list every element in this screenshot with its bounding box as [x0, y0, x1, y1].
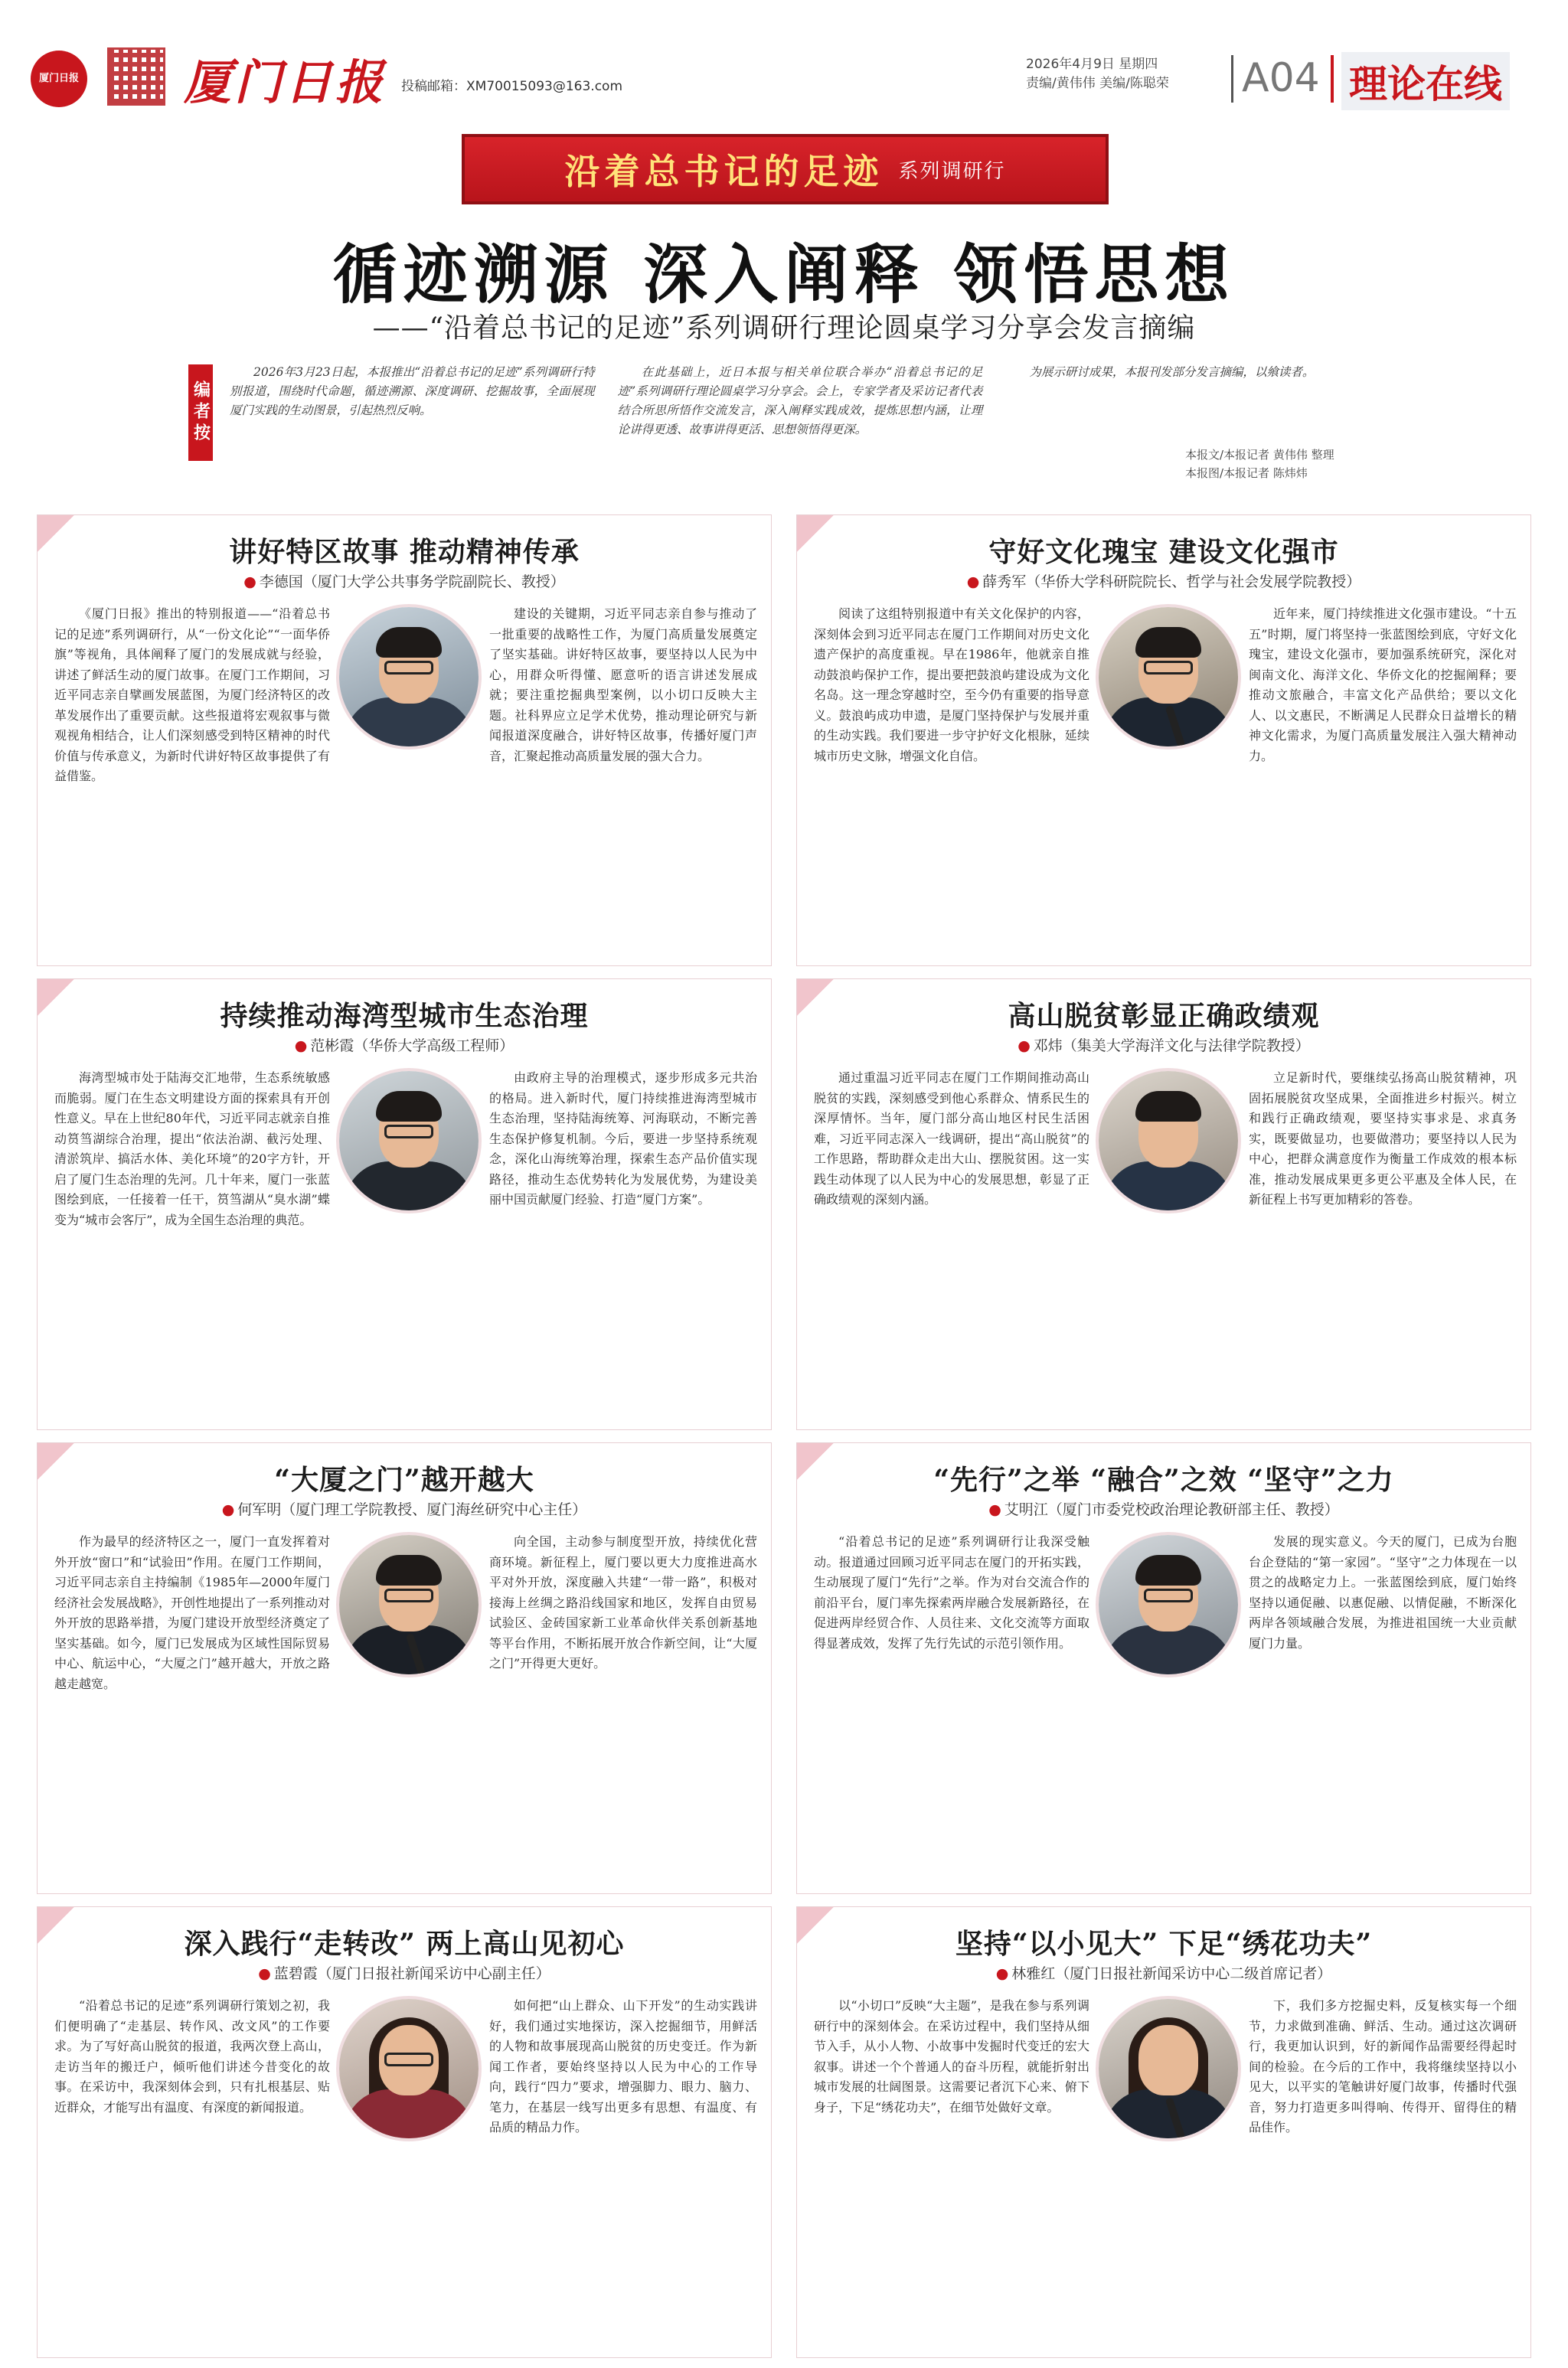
- article-title: 高山脱贫彰显正确政绩观: [1008, 1000, 1320, 1032]
- article-body-right: 立足新时代，要继续弘扬高山脱贫精神，巩固拓展脱贫攻坚成果，全面推进乡村振兴。树立和践行正确政绩观，要坚持实事求是、求真务实，既要做显功，也要做潜功；要坚持以人民为中心，把群众满意度作为衡量工作成效的根本标准，推动发展成果更多更公平惠及全体人民，在新征程上书写更加精彩的答卷。: [1249, 1070, 1517, 1207]
- author-portrait: [336, 604, 482, 750]
- divider: [1231, 55, 1233, 103]
- credit-line: 本报图/本报记者 陈炜炜: [1185, 466, 1308, 480]
- article-body-left: 海湾型城市处于陆海交汇地带，生态系统敏感而脆弱。厦门在生态文明建设方面的探索具有开创性意义。早在上世纪80年代，习近平同志就亲自推动筼筜湖综合治理，提出“依法治湖、截污处理、清淤筑岸、搞活水体、美化环境”的20字方针，开启了厦门生态治理的先河。几十年来，厦门一张蓝图绘到底，一任接着一任干，筼筜湖从“臭水湖”蝶变为“城市会客厅”，成为全国生态治理的典范。: [54, 1070, 330, 1227]
- editor-note-credits: [1185, 446, 1334, 482]
- article-title: 坚持“以小见大” 下足“绣花功夫”: [955, 1928, 1373, 1960]
- article-author: ● 何军明（厦门理工学院教授、厦门海丝研究中心主任）: [221, 1501, 587, 1518]
- article-card: [796, 1906, 1531, 2358]
- article-author: ● 艾明江（厦门市委党校政治理论教研部主任、教授）: [988, 1501, 1339, 1518]
- article-card: [796, 1442, 1531, 1894]
- author-portrait: [1096, 604, 1241, 750]
- article-title: 守好文化瑰宝 建设文化强市: [988, 536, 1339, 568]
- editor-note-tag: 编者按: [188, 364, 213, 461]
- article-body-left: “沿着总书记的足迹”系列调研行策划之初，我们便明确了“走基层、转作风、改文风”的工作要求。为了写好高山脱贫的报道，我两次登上高山，走访当年的搬迁户，倾听他们讲述今昔变化的故事。在采访中，我深刻体会到，只有扎根基层、贴近群众，才能写出有温度、有深度的新闻报道。: [54, 1998, 330, 2115]
- article-title: 深入践行“走转改” 两上高山见初心: [184, 1928, 625, 1960]
- article-body-left: 以“小切口”反映“大主题”，是我在参与系列调研行中的深刻体会。在采访过程中，我们坚持从细节入手，从小人物、小故事中发掘时代变迁的宏大叙事。讲述一个个普通人的奋斗历程，就能折射出城市发展的壮阔图景。这需要记者沉下心来、俯下身子，下足“绣花功夫”，在细节处做好文章。: [814, 1998, 1089, 2115]
- article-body-right: 发展的现实意义。今天的厦门，已成为台胞台企登陆的“第一家园”。“坚守”之力体现在一以贯之的战略定力上。一张蓝图绘到底，厦门始终坚持以通促融、以惠促融、以情促融，不断深化两岸各领域融合发展，为推进祖国统一大业贡献厦门力量。: [1249, 1534, 1517, 1651]
- article-card: [37, 978, 772, 1430]
- qr-code-icon: [107, 47, 165, 106]
- submission-email: 投稿邮箱：XM70015093@163.com: [401, 79, 622, 94]
- article-body-left: 《厦门日报》推出的特别报道——“沿着总书记的足迹”系列调研行，从“一份文化论”“一面华侨旗”等视角，具体阐释了厦门的发展成就与经验，讲述了鲜活生动的厦门故事。在厦门工作期间，习近平同志亲自擘画发展蓝图，为厦门经济特区的改革发展作出了重要贡献。这些报道将宏观叙事与微观视角相结合，让人们深刻感受到特区精神的时代价值与传承意义，为新时代讲好特区故事提供了有益借鉴。: [54, 606, 330, 784]
- article-title: 持续推动海湾型城市生态治理: [220, 1000, 589, 1032]
- masthead: [31, 38, 1531, 121]
- article-author: ● 范彬霞（华侨大学高级工程师）: [294, 1037, 514, 1054]
- author-portrait: [1096, 1532, 1241, 1677]
- article-title: “先行”之举 “融合”之效 “坚守”之力: [933, 1464, 1394, 1496]
- article-body-right: 如何把“山上群众、山下开发”的生动实践讲好，我们通过实地探访，深入挖掘细节，用鲜活的人物和故事展现高山脱贫的历史变迁。作为新闻工作者，要始终坚持以人民为中心的工作导向，践行“四力”要求，增强脚力、眼力、脑力、笔力，在基层一线写出更多有思想、有温度、有品质的精品力作。: [489, 1998, 757, 2135]
- author-portrait: [336, 1532, 482, 1677]
- article-card: [796, 978, 1531, 1430]
- paper-name: 厦门日报: [184, 54, 387, 110]
- article-author: ● 蓝碧霞（厦门日报社新闻采访中心副主任）: [258, 1965, 550, 1982]
- article-body-right: 下，我们多方挖掘史料，反复核实每一个细节，力求做到准确、鲜活、生动。通过这次调研行，我更加认识到，好的新闻作品需要经得起时间的检验。在今后的工作中，我将继续坚持以小见大，以平实的笔触讲好厦门故事，传播时代强音，努力打造更多叫得响、传得开、留得住的精品佳作。: [1249, 1998, 1517, 2135]
- article-author: ● 李德国（厦门大学公共事务学院副院长、教授）: [243, 573, 565, 590]
- author-portrait: [336, 1996, 482, 2141]
- article-author: ● 邓炜（集美大学海洋文化与法律学院教授）: [1018, 1037, 1310, 1054]
- article-card: [37, 514, 772, 966]
- newspaper-logo-badge: 厦门日报: [31, 51, 87, 107]
- series-title: 沿着总书记的足迹: [564, 151, 884, 192]
- article-body-left: “沿着总书记的足迹”系列调研行让我深受触动。报道通过回顾习近平同志在厦门的开拓实践，生动展现了厦门“先行”之举。作为对台交流合作的前沿平台，厦门率先探索两岸融合发展新路径，在促进两岸经贸合作、人员往来、文化交流等方面取得显著成效，发挥了先行先试的示范引领作用。: [814, 1534, 1089, 1651]
- page-number: A04: [1242, 55, 1320, 101]
- article-body-right: 由政府主导的治理模式，逐步形成多元共治的格局。进入新时代，厦门持续推进海湾型城市生态治理，坚持陆海统筹、河海联动，不断完善生态保护修复机制。今后，要进一步坚持系统观念，深化山海统筹治理，探索生态产品价值实现路径，推动生态优势转化为发展优势，为建设美丽中国贡献厦门经验、打造“厦门方案”。: [489, 1070, 757, 1207]
- article-body-left: 阅读了这组特别报道中有关文化保护的内容，深刻体会到习近平同志在厦门工作期间对历史文化遗产保护的高度重视。早在1986年，他就亲自推动鼓浪屿保护工作，提出要把鼓浪屿建设成为文化名岛。这一理念穿越时空，至今仍有重要的指导意义。鼓浪屿成功申遗，是厦门坚持保护与发展并重的生动实践。我们要进一步守护好文化根脉，延续城市历史文脉，增强文化自信。: [814, 606, 1089, 763]
- series-subtitle: 系列调研行: [898, 159, 1006, 183]
- section-divider: [1331, 55, 1334, 103]
- article-author: ● 林雅红（厦门日报社新闻采访中心二级首席记者）: [995, 1965, 1332, 1982]
- article-author: ● 薛秀军（华侨大学科研院院长、哲学与社会发展学院教授）: [966, 573, 1361, 590]
- editor-note-paragraph: 2026年3月23日起，本报推出“沿着总书记的足迹”系列调研行特别报道，围绕时代命题，循迹溯源、深度调研、挖掘故事，全面展现厦门实践的生动图景，引起热烈反响。: [230, 365, 595, 418]
- series-banner: [462, 134, 1109, 204]
- article-title: 讲好特区故事 推动精神传承: [229, 536, 580, 568]
- article-card: [37, 1906, 772, 2358]
- date-line: 2026年4月9日 星期四: [1026, 57, 1158, 72]
- publication-info: [1026, 55, 1169, 93]
- editor-note-paragraph: 为展示研讨成果，本报刊发部分发言摘编，以飨读者。: [1029, 365, 1315, 379]
- page-headline: 循迹溯源 深入阐释 领悟思想: [332, 237, 1236, 312]
- article-body-right: 向全国，主动参与制度型开放，持续优化营商环境。新征程上，厦门要以更大力度推进高水平对外开放，深度融入共建“一带一路”，积极对接海上丝绸之路沿线国家和地区，发挥自由贸易试验区、金砖国家新工业革命伙伴关系创新基地等平台作用，不断拓展开放合作新空间，让“大厦之门”开得更大更好。: [489, 1534, 757, 1671]
- article-card: [37, 1442, 772, 1894]
- article-body-left: 通过重温习近平同志在厦门工作期间推动高山脱贫的实践，深刻感受到他心系群众、情系民生的深厚情怀。当年，厦门部分高山地区村民生活困难，习近平同志深入一线调研，提出“高山脱贫”的工作思路，帮助群众走出大山、摆脱贫困。这一实践生动体现了以人民为中心的发展思想，彰显了正确政绩观的深刻内涵。: [814, 1070, 1089, 1207]
- editors-line: 责编/黄伟伟 美编/陈聪荣: [1026, 75, 1169, 91]
- article-card: [796, 514, 1531, 966]
- author-portrait: [1096, 1068, 1241, 1213]
- editor-note-paragraph: 在此基础上，近日本报与相关单位联合举办“沿着总书记的足迹”系列调研行理论圆桌学习分享会。会上，专家学者及采访记者代表结合所思所悟作交流发言，深入阐释实践成效，提炼思想内涵，让理论讲得更透、故事讲得更活、思想领悟得更深。: [617, 365, 983, 437]
- page-subheadline: ——“沿着总书记的足迹”系列调研行理论圆桌学习分享会发言摘编: [372, 312, 1196, 344]
- author-portrait: [336, 1068, 482, 1213]
- editor-note: [230, 363, 1370, 439]
- article-body-right: 建设的关键期，习近平同志亲自参与推动了一批重要的战略性工作，为厦门高质量发展奠定了坚实基础。讲好特区故事，要坚持以人民为中心，用群众听得懂、愿意听的语言讲述发展成就；要注重挖掘典型案例，以小切口反映大主题。社科界应立足学术优势，推动理论研究与新闻报道深度融合，讲好特区故事，传播好厦门声音，汇聚起推动高质量发展的强大合力。: [489, 606, 757, 763]
- author-portrait: [1096, 1996, 1241, 2141]
- credit-line: 本报文/本报记者 黄伟伟 整理: [1185, 448, 1334, 462]
- article-body-right: 近年来，厦门持续推进文化强市建设。“十五五”时期，厦门将坚持一张蓝图绘到底，守好文化瑰宝，建设文化强市，要加强系统研究，深化对闽南文化、海洋文化、华侨文化的挖掘阐释；要推动文旅融合，丰富文化产品供给；要以文化人、以文惠民，不断满足人民群众日益增长的精神文化需求，为厦门高质量发展注入强大精神动力。: [1249, 606, 1517, 763]
- article-body-left: 作为最早的经济特区之一，厦门一直发挥着对外开放“窗口”和“试验田”作用。在厦门工作期间，习近平同志亲自主持编制《1985年—2000年厦门经济社会发展战略》，开创性地提出了一系列推动对外开放的思路举措，为厦门建设开放型经济奠定了坚实基础。如今，厦门已发展成为区域性国际贸易中心、航运中心，“大厦之门”越开越大，开放之路越走越宽。: [54, 1534, 330, 1691]
- article-title: “大厦之门”越开越大: [274, 1464, 534, 1496]
- section-name: 理论在线: [1341, 52, 1510, 110]
